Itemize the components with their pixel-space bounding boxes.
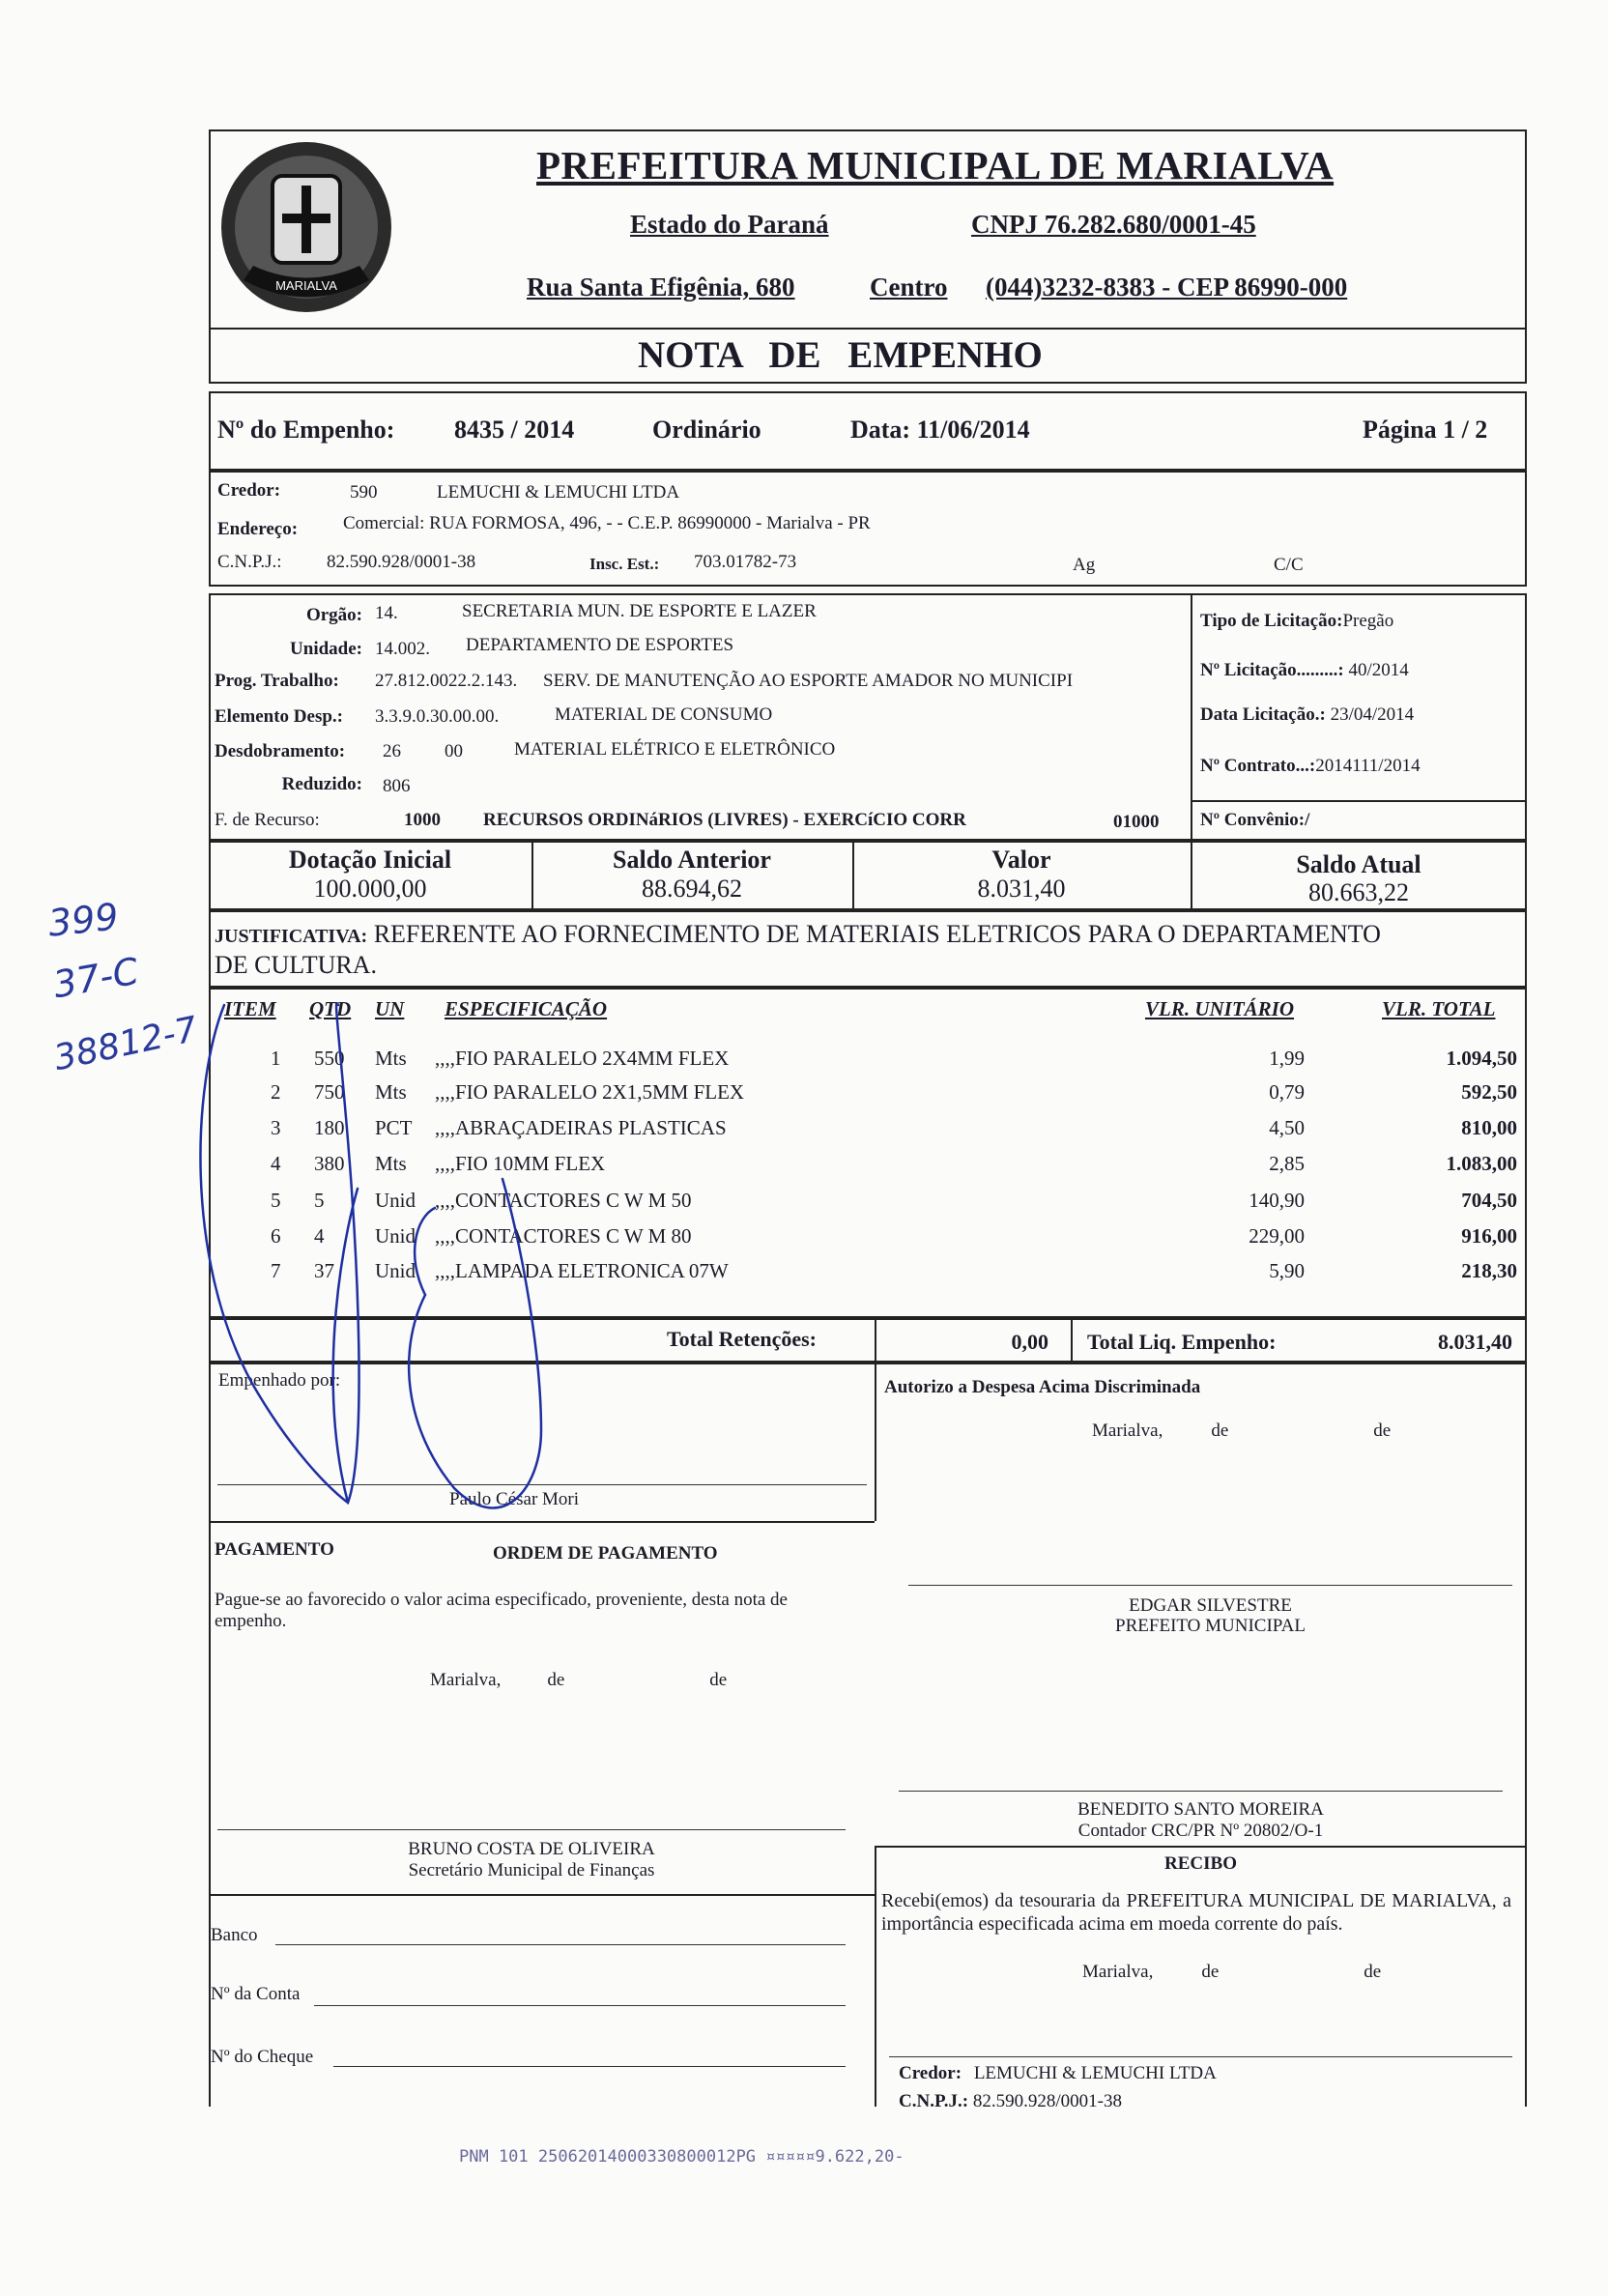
secretario-title: Secretário Municipal de Finanças [408,1860,655,1880]
orgao-code: 14. [375,603,398,623]
recurso-name: RECURSOS ORDINáRIOS (LIVRES) - EXERCíCIO CORR [483,810,966,830]
handwritten-note-2: 37-C [49,949,142,1007]
empenhado-name: Paulo César Mori [449,1489,580,1509]
desdobr-code: 26 [383,741,401,761]
valor-value: 8.031,40 [977,875,1066,903]
credor-name: LEMUCHI & LEMUCHI LTDA [437,482,680,502]
empenho-type: Ordinário [652,416,761,444]
contrato-number: Nº Contrato...:2014111/2014 [1200,756,1421,776]
valor-label: Valor [991,846,1051,874]
handwritten-note-1: 399 [45,895,121,945]
prog-name: SERV. DE MANUTENÇÃO AO ESPORTE AMADOR NO MUNICIPI [543,671,1074,691]
licitacao-number: Nº Licitação.........: 40/2014 [1200,660,1409,680]
reduzido-label: Reduzido: [281,774,362,794]
autorizo-label: Autorizo a Despesa Acima Discriminada [884,1377,1201,1397]
unidade-name: DEPARTAMENTO DE ESPORTES [466,635,734,655]
autorizo-place: Marialva, de de [1092,1421,1392,1441]
credor-label: Credor: [217,480,281,501]
credor-address: Comercial: RUA FORMOSA, 496, - - C.E.P. 86990000 - Marialva - PR [343,513,871,533]
recibo-place: Marialva, de de [1082,1962,1382,1982]
total-liq-value: 8.031,40 [1438,1330,1512,1354]
insc-label: Insc. Est.: [589,555,660,573]
conta-label: Nº da Conta [211,1984,301,2004]
retencoes-value: 0,00 [1011,1330,1048,1354]
state-label: Estado do Paraná [630,210,829,239]
total-liq-label: Total Liq. Empenho: [1087,1330,1277,1354]
recibo-credor: Credor: LEMUCHI & LEMUCHI LTDA [899,2063,1217,2083]
desdobr-name: MATERIAL ELÉTRICO E ELETRÔNICO [514,739,836,760]
pague-text: Pague-se ao favorecido o valor acima especificado, proveniente, desta nota de empenho. [215,1590,788,1631]
ag-label: Ag [1073,555,1096,575]
saldo-anterior-value: 88.694,62 [642,875,742,903]
prog-label: Prog. Trabalho: [215,671,339,691]
elemento-name: MATERIAL DE CONSUMO [555,704,773,725]
retencoes-box [209,1318,1527,1363]
header-title: PREFEITURA MUNICIPAL DE MARIALVA [536,143,1335,187]
recurso-label: F. de Recurso: [215,810,320,830]
empenho-label: Nº do Empenho: [217,416,395,444]
banco-label: Banco [211,1925,258,1945]
col-total: VLR. TOTAL [1382,997,1496,1020]
col-qtd: QTD [309,997,352,1020]
phone-cep-label: (044)3232-8383 - CEP 86990-000 [986,273,1348,301]
prefeito-name: EDGAR SILVESTRE [1129,1595,1292,1616]
elemento-code: 3.3.9.0.30.00.00. [375,706,500,727]
district-label: Centro [870,273,948,301]
signatures-box [209,1363,1527,2107]
page-number: Página 1 / 2 [1363,416,1488,444]
address-field-label: Endereço: [217,519,299,539]
handwritten-note-3: 38812-7 [50,1009,202,1079]
recurso-num: 01000 [1113,812,1160,832]
elemento-label: Elemento Desp.: [215,706,343,727]
col-item: ITEM [224,997,276,1020]
licitacao-date: Data Licitação.: 23/04/2014 [1200,704,1415,725]
credor-cnpj: 82.590.928/0001-38 [327,552,476,572]
address-label: Rua Santa Efigênia, 680 [527,273,795,301]
doc-title: NOTA DE EMPENHO [638,334,1043,376]
municipal-crest-logo [215,135,398,319]
empenho-date: Data: 11/06/2014 [850,416,1030,444]
cnpj-label: CNPJ 76.282.680/0001-45 [971,210,1256,239]
dotacao-value: 100.000,00 [313,875,427,903]
secretario-name: BRUNO COSTA DE OLIVEIRA [408,1839,655,1859]
desdobr-label: Desdobramento: [215,741,346,761]
empenho-number: 8435 / 2014 [454,416,575,444]
unidade-code: 14.002. [375,639,430,659]
pagamento-label: PAGAMENTO [215,1539,334,1560]
contador-name: BENEDITO SANTO MOREIRA [1077,1799,1324,1820]
pague-place: Marialva, de de [430,1670,728,1690]
bank-stamp: PNM 101 25062014000330800012PG ¤¤¤¤¤9.622,20- [459,2147,904,2167]
recibo-title: RECIBO [1164,1853,1237,1874]
unidade-label: Unidade: [290,639,362,659]
prog-code: 27.812.0022.2.143. [375,671,518,691]
saldo-anterior-label: Saldo Anterior [613,846,771,874]
recibo-cnpj: C.N.P.J.: 82.590.928/0001-38 [899,2091,1122,2111]
cc-label: C/C [1274,555,1304,575]
convenio-label: Nº Convênio:/ [1200,810,1310,830]
col-un: UN [375,997,405,1020]
prefeito-title: PREFEITO MUNICIPAL [1115,1616,1306,1636]
cheque-label: Nº do Cheque [211,2047,314,2067]
insc-value: 703.01782-73 [694,552,797,572]
reduzido-value: 806 [383,776,411,796]
col-spec: ESPECIFICAÇÃO [445,997,608,1020]
desdobr-sub: 00 [445,741,463,761]
col-unit: VLR. UNITÁRIO [1145,997,1295,1020]
saldo-atual-label: Saldo Atual [1296,850,1421,878]
retencoes-label: Total Retenções: [667,1327,817,1351]
ordem-label: ORDEM DE PAGAMENTO [493,1543,718,1564]
orgao-label: Orgão: [305,605,362,625]
contador-title: Contador CRC/PR Nº 20802/O-1 [1077,1821,1324,1841]
cnpj-field-label: C.N.P.J.: [217,552,282,572]
orgao-name: SECRETARIA MUN. DE ESPORTE E LAZER [462,601,817,621]
dotacao-label: Dotação Inicial [288,846,452,874]
empenhado-label: Empenhado por: [218,1370,341,1391]
tipo-licitacao-label: Tipo de Licitação:Pregão [1200,611,1394,631]
recurso-code: 1000 [404,810,441,830]
credor-code: 590 [350,482,378,502]
justificativa-text: JUSTIFICATIVA: REFERENTE AO FORNECIMENTO DE MATERIAIS ELETRICOS PARA O DEPARTAMENTO DE CULTURA. [215,920,1381,979]
svg-text:MARIALVA: MARIALVA [275,278,337,293]
recibo-text: Recebi(emos) da tesouraria da PREFEITURA MUNICIPAL DE MARIALVA, a importância especificada acima em moeda corrente do país. [881,1890,1511,1935]
saldo-atual-value: 80.663,22 [1308,878,1409,906]
